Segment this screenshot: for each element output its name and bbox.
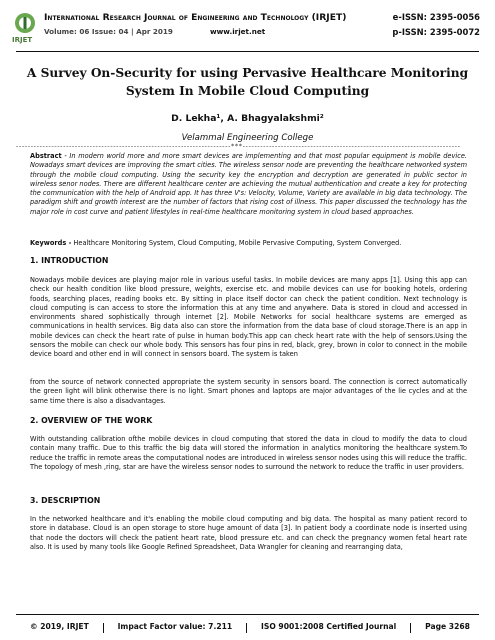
footer-iso: ISO 9001:2008 Certified Journal [261, 622, 397, 631]
footer-copyright: © 2019, IRJET [30, 622, 89, 631]
abstract-label: Abstract [30, 152, 62, 160]
footer-separator [410, 623, 411, 633]
footer-page-number: Page 3268 [425, 622, 470, 631]
keywords-label: Keywords - [30, 239, 72, 247]
paper-title: A Survey On-Security for using Pervasive Healthcare Monitoring System In Mobile Cloud Computing [26, 66, 469, 98]
page-footer [30, 622, 470, 633]
journal-name: International Research Journal of Engineering and Technology (IRJET) [44, 12, 347, 23]
section-heading-description: 3. DESCRIPTION [30, 496, 101, 505]
header-divider [16, 51, 479, 52]
paper-authors: D. Lekha¹, A. Bhagyalakshmi² [171, 113, 324, 124]
footer-impact-factor: Impact Factor value: 7.211 [117, 622, 233, 631]
irjet-logo-icon [14, 12, 36, 34]
separator-line: -------------------------------------------------------------------------***-------------------------------------------------------------------------- [16, 142, 461, 150]
description-paragraph: In the networked healthcare and it's enabling the mobile cloud computing and big data. The hospital as many patient record to store in database. Cloud is an open storage to store huge amount of data [3]. In patient body a coordinate node is inserted using that node the doctors will check the patient heart rate, blood pressure etc. and can check the pregnancy women fetal heart rate also. It is used by many tools like Google Refined Spreadsheet, Data Wrangler for cleaning and rearranging data, [30, 515, 467, 551]
journal-header [8, 6, 488, 52]
footer-divider [16, 614, 479, 615]
volume-issue: Volume: 06 Issue: 04 | Apr 2019 [44, 27, 173, 36]
footer-separator [103, 623, 104, 633]
section-heading-overview: 2. OVERVIEW OF THE WORK [30, 416, 153, 425]
section-heading-introduction: 1. INTRODUCTION [30, 256, 109, 265]
journal-website: www.irjet.net [210, 27, 266, 36]
logo-text: IRJET [12, 36, 33, 44]
keywords-text: Healthcare Monitoring System, Cloud Computing, Mobile Pervasive Computing, System Converged. [71, 239, 402, 247]
p-issn: p-ISSN: 2395-0072 [392, 27, 480, 37]
overview-paragraph: With outstanding calibration ofthe mobile devices in cloud computing that stored the data in cloud to modify the data to cloud contain many traffic. Due to this traffic the big data will stored the information in analytics monitoring the healthcare system.To reduce the traffic in remote areas the computational nodes are introduced in wireless sensor nodes using this will reduce the traffic. The topology of mesh ,ring, star are have the wireless sensor nodes to surround the network to reduce the traffic in user providers. [30, 435, 468, 471]
abstract [30, 152, 467, 217]
introduction-paragraph-2: from the source of network connected appropriate the system security in sensors board. The connection is correct automatically the green light will blink otherwise there is no light. Smart phones and laptops are major advantages of the lie cycles and at the same time there is also a disadvantages. [30, 378, 467, 405]
e-issn: e-ISSN: 2395-0056 [392, 12, 480, 22]
keywords [30, 239, 467, 248]
footer-separator [246, 623, 247, 633]
paper-affiliation: Velammal Engineering College [181, 133, 314, 143]
introduction-paragraph-1: Nowadays mobile devices are playing major role in various useful tasks. In mobile devices are many apps [1]. Using this app can check our health condition like blood pressure, weights, exercise etc. and mobile devices can use for booking hotels, ordering foods, searching places, reading books etc. By sitting in place itself doctor can check the patient condition. Next technology is cloud computing is can access to store the information this at any time and anywhere. Data is stored in cloud and accessed in environments shared sophistically through internet [2]. Mobile Networks for social healthcare systems are emerged as communications in health services. Big data also can store the information from the data base of cloud storage.There is an app in mobile devices can check the heart rate of pulse in human body.This app can check heart rate with the help of sensors.Using the sensors the mobile can check our whole body. This sensors has four pins in red, black, grey, brown in color to connect in the mobile device board and other end in will connect in sensors board. The system is taken [30, 276, 467, 359]
abstract-text: - In modern world more and more smart devices are implementing and that most popular equipment is mobile device. Nowadays smart devices are improving the smart cities. The wireless sensor node are preventing the healthcare networked system through the mobile cloud computing. Using the security key the encryption and decryption are generated in public sector in wireless senor nodes. There are different healthcare center are achieving the mutual authentication and create a key for protecting the communication with the help of Android app. It has three V's: Velocity, Volume, Variety are available in big data technology. The paradigm shift and growth interest are the number of factors that rising cost of illness. This paper discussed the technology has the major role in cost curve and patient lifestyles in real-time healthcare monitoring system in cloud based approaches. [30, 152, 467, 216]
